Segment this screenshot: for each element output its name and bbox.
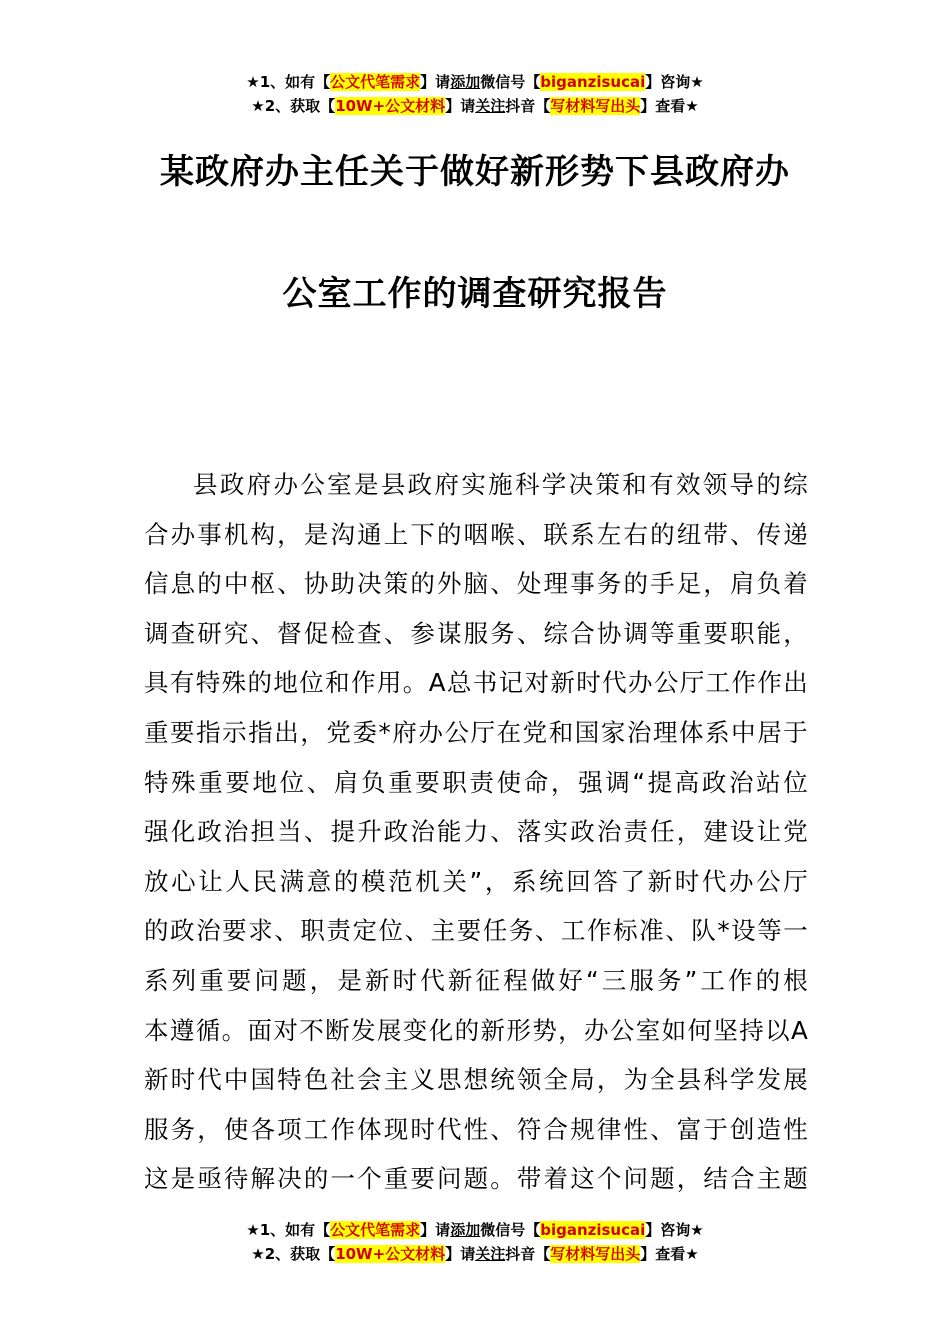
banner-text: 】咨询★ (645, 1221, 704, 1239)
document-body (144, 460, 808, 1204)
banner-text: ★2、获取【 (251, 1245, 336, 1263)
body-line: 本遵循。面对不断发展变化的新形势，办公室如何坚持以A (144, 1015, 808, 1045)
banner-text: 】请 (420, 73, 451, 91)
document-title-line-2: 公室工作的调查研究报告 (282, 274, 668, 314)
banner-highlight: 10W+公文材料 (335, 1245, 446, 1263)
header-banner (0, 70, 950, 118)
banner-text: 】请 (445, 97, 476, 115)
body-line: 调查研究、督促检查、参谋服务、综合协调等重要职能， (144, 618, 808, 648)
banner-text: 】查看★ (640, 97, 699, 115)
banner-underline-text: 添加 (450, 1221, 481, 1239)
banner-underline-text: 关注 (475, 1245, 506, 1263)
body-line: 新时代中国特色社会主义思想统领全局，为全县科学发展 (144, 1065, 808, 1095)
banner-highlight: 公文代笔需求 (330, 1221, 421, 1239)
banner-line-1 (0, 1218, 950, 1242)
body-line: 重要指示指出，党委*府办公厅在党和国家治理体系中居于 (144, 717, 808, 747)
body-line: 信息的中枢、协助决策的外脑、处理事务的手足，肩负着 (144, 569, 808, 599)
banner-underline-text: 关注 (475, 97, 506, 115)
body-line: 具有特殊的地位和作用。A总书记对新时代办公厅工作作出 (144, 668, 808, 698)
body-line: 特殊重要地位、肩负重要职责使命，强调“提高政治站位 (144, 767, 808, 797)
body-line: 县政府办公室是县政府实施科学决策和有效领导的综 (193, 470, 808, 499)
footer-banner (0, 1218, 950, 1266)
banner-highlight: 10W+公文材料 (335, 97, 446, 115)
body-line: 系列重要问题，是新时代新征程做好“三服务”工作的根 (144, 965, 808, 995)
body-line: 服务，使各项工作体现时代性、符合规律性、富于创造性 (144, 1114, 808, 1144)
body-line: 这是亟待解决的一个重要问题。带着这个问题，结合主题 (144, 1164, 808, 1194)
banner-text: ★1、如有【 (246, 1221, 331, 1239)
body-line: 的政治要求、职责定位、主要任务、工作标准、队*设等一 (144, 916, 808, 946)
banner-douyin-id: 写材料写出头 (550, 1245, 641, 1263)
banner-text: 抖音【 (505, 1245, 551, 1263)
banner-highlight: 公文代笔需求 (330, 73, 421, 91)
body-line: 合办事机构，是沟通上下的咽喉、联系左右的纽带、传递 (144, 519, 808, 549)
banner-wechat-id: biganzisucai (540, 73, 646, 91)
banner-text: 】咨询★ (645, 73, 704, 91)
document-title-line-1: 某政府办主任关于做好新形势下县政府办 (160, 152, 790, 192)
banner-douyin-id: 写材料写出头 (550, 97, 641, 115)
banner-line-1 (0, 70, 950, 94)
banner-text: 】查看★ (640, 1245, 699, 1263)
body-line: 强化政治担当、提升政治能力、落实政治责任，建设让党 (144, 817, 808, 847)
banner-text: ★1、如有【 (246, 73, 331, 91)
banner-text: 】请 (420, 1221, 451, 1239)
banner-text: 微信号【 (480, 1221, 541, 1239)
banner-line-2 (0, 94, 950, 118)
banner-text: 】请 (445, 1245, 476, 1263)
banner-text: 抖音【 (505, 97, 551, 115)
banner-wechat-id: biganzisucai (540, 1221, 646, 1239)
banner-text: ★2、获取【 (251, 97, 336, 115)
banner-underline-text: 添加 (450, 73, 481, 91)
banner-text: 微信号【 (480, 73, 541, 91)
body-line: 放心让人民满意的模范机关”，系统回答了新时代办公厅 (144, 866, 808, 896)
banner-line-2 (0, 1242, 950, 1266)
